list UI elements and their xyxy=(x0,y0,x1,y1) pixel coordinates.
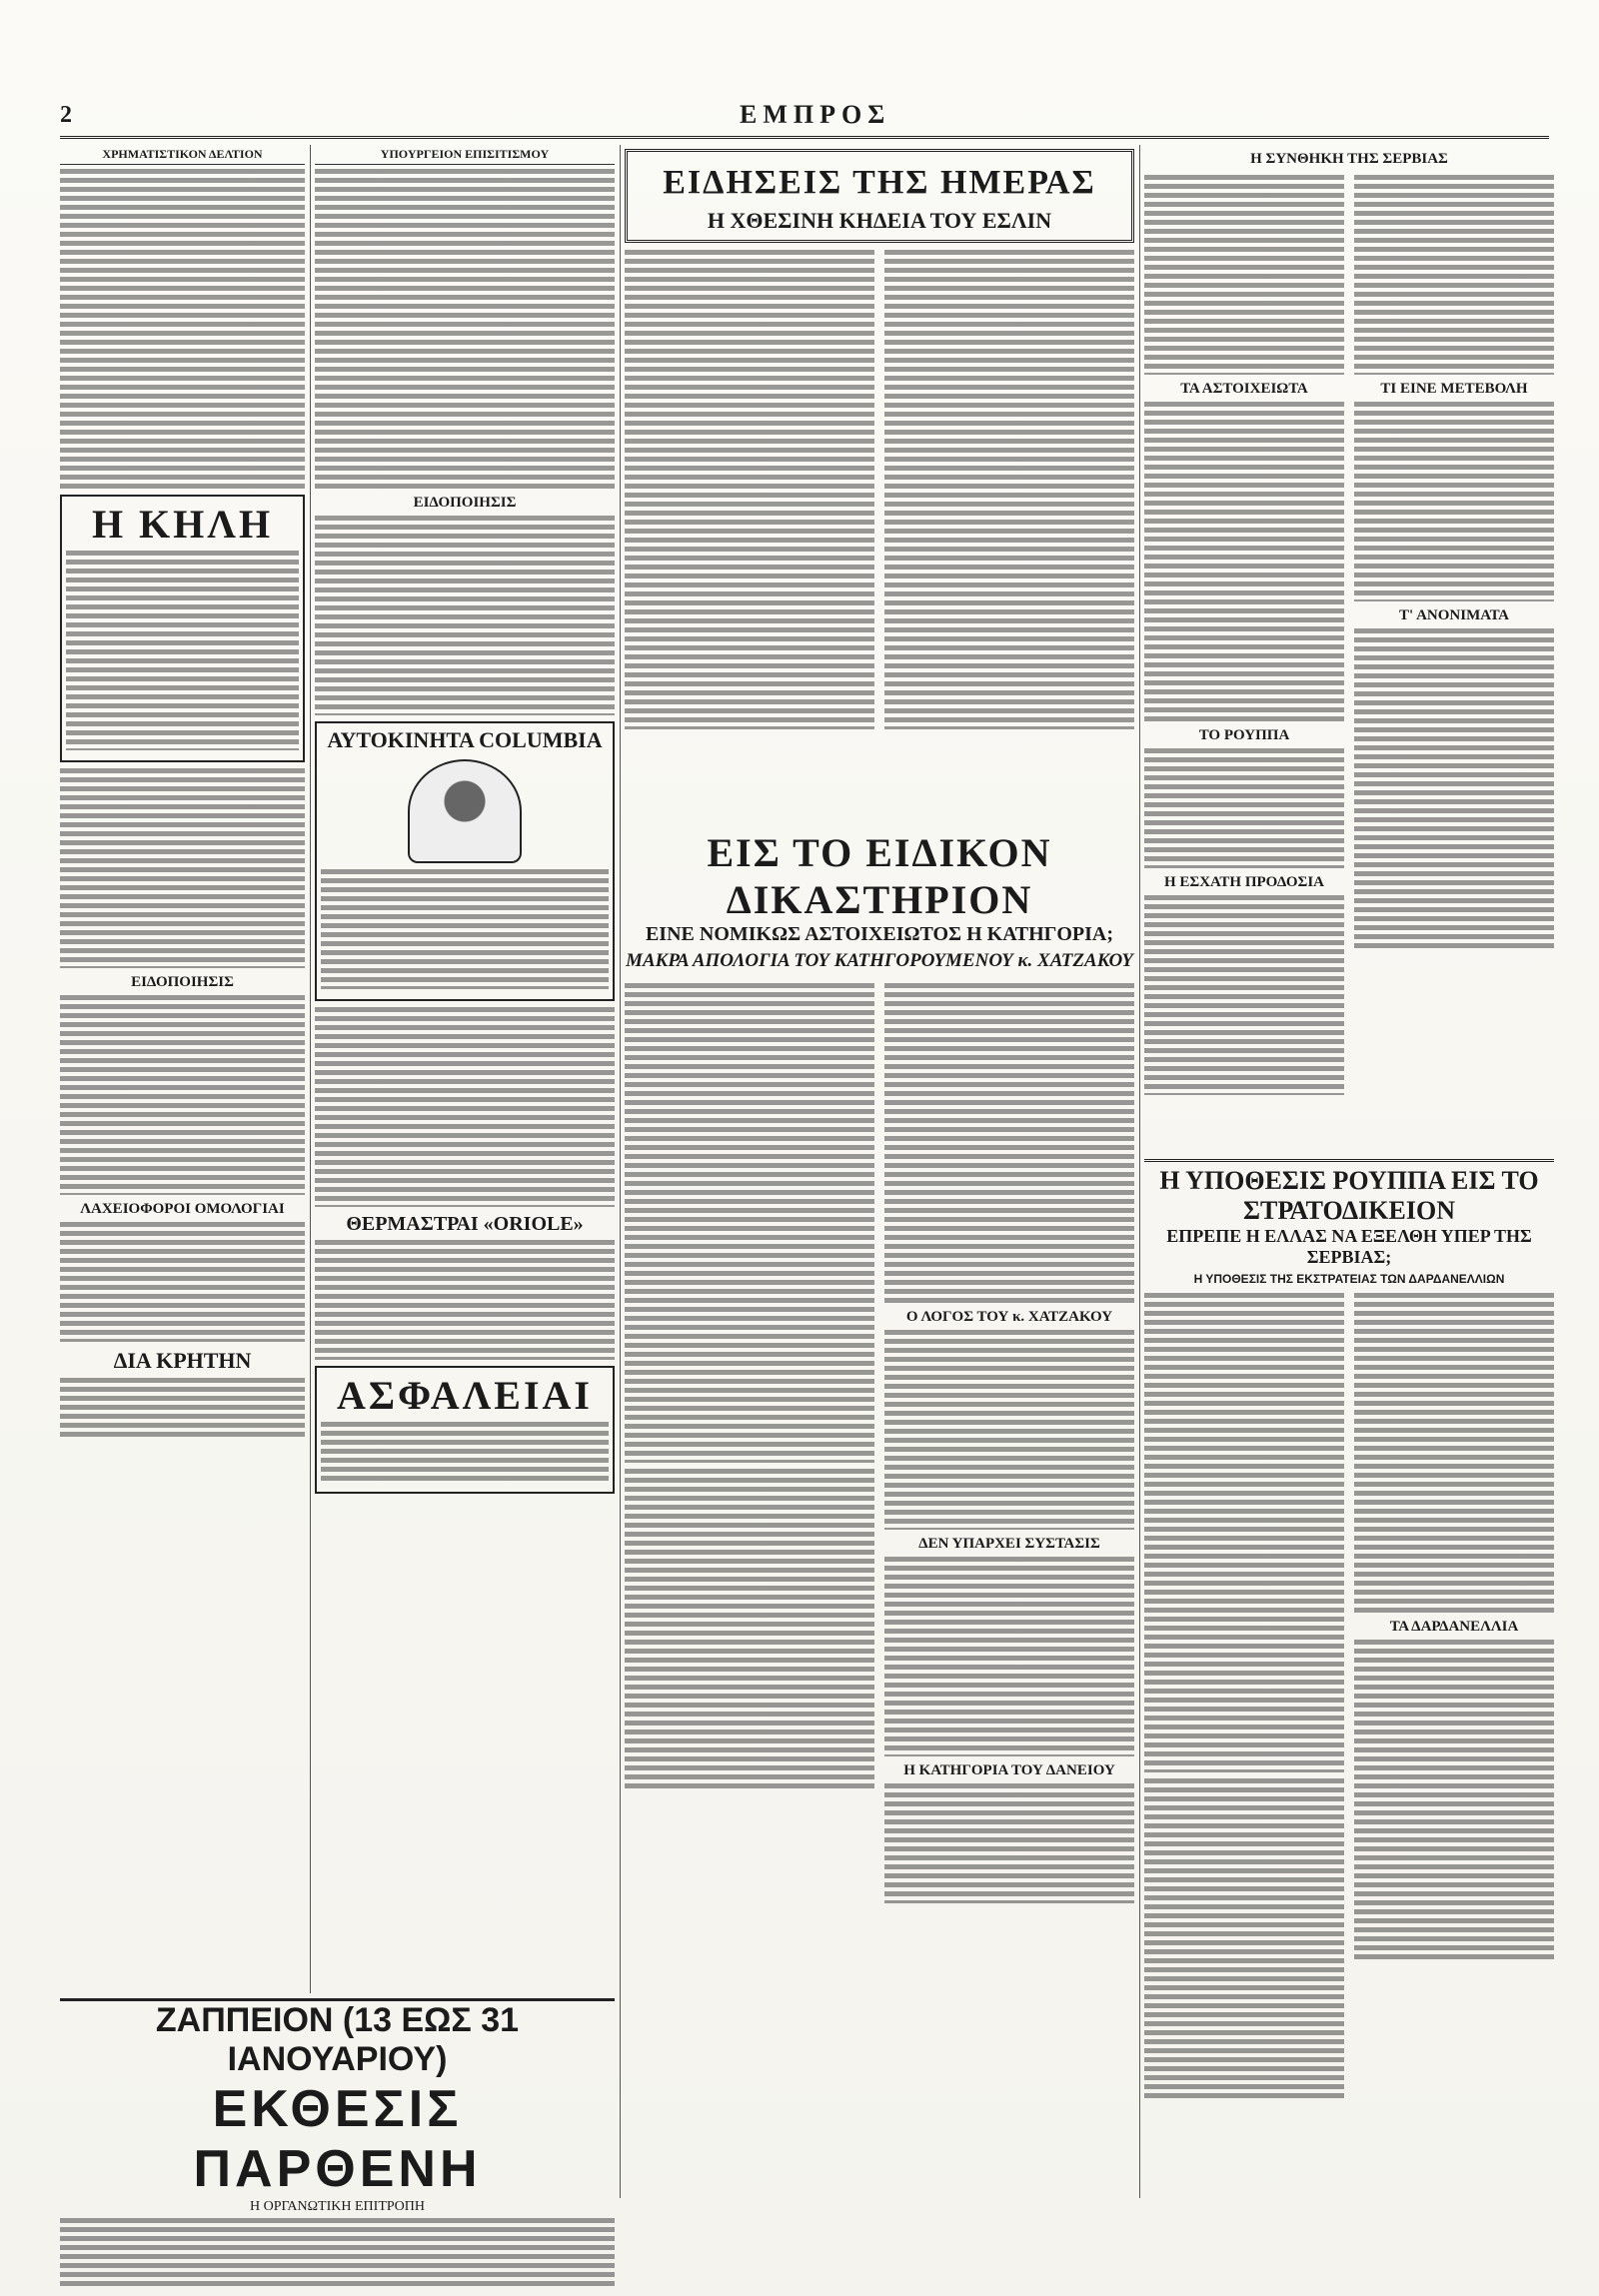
section-heading: ΕΙΔΟΠΟΙΗΣΙΣ xyxy=(413,495,517,511)
exhibition-advertisement xyxy=(60,1998,615,2214)
subheadline-secondary: Η ΥΠΟΘΕΣΙΣ ΤΗΣ ΕΚΣΤΡΑΤΕΙΑΣ ΤΩΝ ΔΑΡΔΑΝΕΛΛΙΩΝ xyxy=(1193,1272,1505,1286)
section-heading: ΕΙΔΟΠΟΙΗΣΙΣ xyxy=(131,974,234,990)
text-block xyxy=(60,995,305,1195)
section-heading: Η ΕΣΧΑΤΗ ΠΡΟΔΟΣΙΑ xyxy=(1163,874,1325,890)
advertisement xyxy=(315,1366,615,1494)
section-heading: ΤΙ ΕΙΝΕ ΜΕΤΕΒΟΛΗ xyxy=(1380,381,1528,397)
section-heading: Τ' ΑΝΟΝΙΜΑΤΑ xyxy=(1398,607,1509,623)
headline: Η ΧΘΕΣΙΝΗ ΚΗΔΕΙΑ ΤΟΥ ΕΣΛΙΝ xyxy=(707,208,1052,233)
text-block xyxy=(66,551,299,750)
section-heading: ΔΕΝ ΥΠΑΡΧΕΙ ΣΥΣΤΑΣΙΣ xyxy=(918,1536,1100,1552)
news-columns xyxy=(625,247,1134,735)
text-block xyxy=(60,768,305,968)
text-block xyxy=(60,1222,305,1342)
article-columns xyxy=(625,980,1134,1909)
text-block xyxy=(1144,1778,1344,2098)
column-divider xyxy=(620,145,621,2198)
column-divider xyxy=(310,145,311,1993)
text-block xyxy=(60,2218,615,2288)
text-block xyxy=(884,1557,1134,1756)
organizing-committee: Η ΟΡΓΑΝΩΤΙΚΗ ΕΠΙΤΡΟΠΗ xyxy=(250,2199,425,2214)
section-heading: ΤΟ ΡΟΥΠΠΑ xyxy=(1198,727,1290,743)
ad-title: Η ΚΗΛΗ xyxy=(91,502,274,547)
section-heading: ΤΑ ΑΣΤΟΙΧΕΙΩΤΑ xyxy=(1180,381,1308,397)
subheadline: ΕΠΡΕΠΕ Η ΕΛΛΑΣ ΝΑ ΕΞΕΛΘΗ ΥΠΕΡ ΤΗΣ ΣΕΡΒΙΑΣ; xyxy=(1166,1226,1532,1267)
court-martial-article xyxy=(1144,1159,1554,2198)
text-block xyxy=(884,1783,1134,1903)
page-number: 2 xyxy=(60,102,72,128)
text-block xyxy=(625,250,874,729)
section-kicker: ΕΙΔΗΣΕΙΣ ΤΗΣ ΗΜΕΡΑΣ xyxy=(663,164,1096,201)
text-block xyxy=(1144,175,1344,375)
advertisement xyxy=(60,495,305,762)
section-heading: ΔΙΑ ΚΡΗΤΗΝ xyxy=(113,1348,252,1373)
masthead xyxy=(60,100,1549,139)
text-block xyxy=(315,1007,615,1207)
text-block xyxy=(1144,402,1344,721)
paper-name: ΕΜΠΡΟΣ xyxy=(740,100,891,129)
text-block xyxy=(315,516,615,715)
article-columns xyxy=(1144,1290,1554,2104)
news-header-box xyxy=(625,149,1134,243)
subheadline: ΕΙΝΕ ΝΟΜΙΚΩΣ ΑΣΤΟΙΧΕΙΩΤΟΣ Η ΚΑΤΗΓΟΡΙΑ; xyxy=(645,923,1114,945)
exhibition-dates: ΖΑΠΠΕΙΟΝ (13 ΕΩΣ 31 ΙΑΝΟΥΑΡΙΟΥ) xyxy=(155,2001,520,2078)
text-block xyxy=(1354,175,1554,375)
text-block xyxy=(60,169,305,489)
column-2 xyxy=(315,145,615,1998)
text-block xyxy=(315,169,615,489)
text-block xyxy=(1354,1640,1554,1959)
column-3 xyxy=(625,145,1134,824)
section-heading: Η ΣΥΝΘΗΚΗ ΤΗΣ ΣΕΡΒΙΑΣ xyxy=(1250,151,1448,167)
section-heading: ΛΑΧΕΙΟΦΟΡΟΙ ΟΜΟΛΟΓΙΑΙ xyxy=(80,1201,285,1217)
text-block xyxy=(315,1240,615,1360)
text-block xyxy=(884,1330,1134,1530)
advertisement xyxy=(315,721,615,1001)
text-block xyxy=(1354,1293,1554,1613)
columbia-logo-icon xyxy=(408,759,522,863)
section-heading: Ο ΛΟΓΟΣ ΤΟΥ κ. ΧΑΤΖΑΚΟΥ xyxy=(905,1309,1113,1325)
text-block xyxy=(884,983,1134,1303)
text-block xyxy=(625,1469,874,1788)
italic-subheadline: ΜΑΚΡΑ ΑΠΟΛΟΓΙΑ ΤΟΥ ΚΑΤΗΓΟΡΟΥΜΕΝΟΥ κ. ΧΑΤΖΑΚΟΥ xyxy=(626,950,1133,971)
ad-title: ΑΣΦΑΛΕΙΑΙ xyxy=(337,1373,593,1418)
headline: Η ΥΠΟΘΕΣΙΣ ΡΟΥΠΠΑ ΕΙΣ ΤΟ ΣΤΡΑΤΟΔΙΚΕΙΟΝ xyxy=(1144,1159,1554,1226)
text-block xyxy=(321,869,609,989)
exhibition-name: ΕΚΘΕΣΙΣ ΠΑΡΘΕΝΗ xyxy=(193,2080,482,2198)
section-heading: ΧΡΗΜΑΤΙΣΤΙΚΟΝ ΔΕΛΤΙΟΝ xyxy=(60,147,305,165)
section-heading: Η ΚΑΤΗΓΟΡΙΑ ΤΟΥ ΔΑΝΕΙΟΥ xyxy=(903,1762,1115,1778)
text-block xyxy=(60,1378,305,1438)
text-block xyxy=(1144,1293,1344,1772)
section-heading: ΥΠΟΥΡΓΕΙΟΝ ΕΠΙΣΙΤΙΣΜΟΥ xyxy=(315,147,615,165)
section-heading: ΘΕΡΜΑΣΤΡΑΙ «ORIOLE» xyxy=(346,1213,584,1235)
text-block xyxy=(321,1422,609,1482)
text-block xyxy=(625,983,874,1463)
ad-title: ΑΥΤΟΚΙΝΗΤΑ COLUMBIA xyxy=(327,727,603,752)
headline: ΕΙΣ ΤΟ ΕΙΔΙΚΟΝ ΔΙΚΑΣΤΗΡΙΟΝ xyxy=(707,830,1052,922)
text-block xyxy=(884,250,1134,729)
section-heading: ΤΑ ΔΑΡΔΑΝΕΛΛΙΑ xyxy=(1389,1619,1519,1635)
column-1 xyxy=(60,145,305,1943)
text-block xyxy=(1354,402,1554,601)
